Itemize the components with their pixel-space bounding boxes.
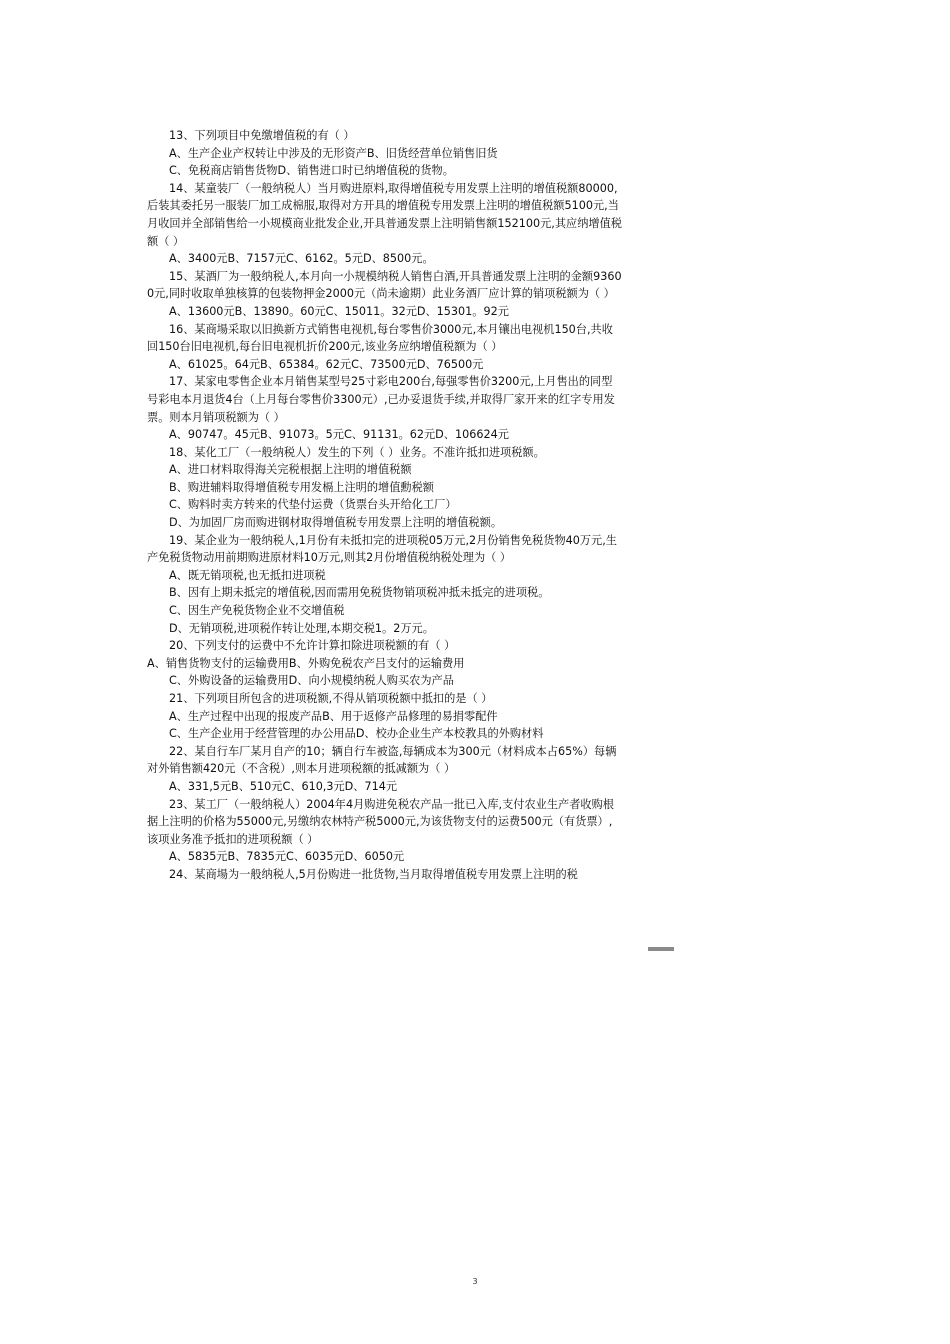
paragraph: A、生产企业产权转让中涉及的无形资产B、旧货经营单位销售旧货 [169,146,498,160]
paragraph: B、因有上期未抵完的增值税,因而需用免税货物销项税冲抵未抵完的进项税。 [169,586,550,600]
paragraph: 15、某酒厂为一般纳税人,本月向一小规模纳税人销售白酒,开具普通发票上注明的金额93600元,同时收取单独核算的包装物押金2000元（尚未逾期）此业务酒厂应计算的销项税额为（ ） [147,269,622,301]
paragraph: A、3400元B、7157元C、6162。5元D、8500元。 [169,252,434,266]
paragraph: A、既无销项税,也无抵扣进项税 [169,568,326,582]
document-body [147,127,623,884]
paragraph: 19、某企业为一般纳税人,1月份有未抵扣完的进项税05万元,2月份销售免税货物40万元,生产免税货物动用前期购进原材料10万元,则其2月份增值税纳税处理为（ ） [147,533,617,565]
paragraph: A、进口材料取得海关完税根据上注明的增值税额 [169,463,412,477]
paragraph: C、因生产免税货物企业不交增值税 [169,604,345,618]
page-number: 3 [472,1277,478,1286]
paragraph: 20、下列支付的运费中不允许计算扣除进项税额的有（ ） [169,639,456,653]
paragraph: 21、下列项目所包含的进项税额,不得从销项税额中抵扣的是（ ） [169,692,493,705]
page-break-marker [648,947,674,951]
paragraph: C、外购设备的运输费用D、向小规模纳税人购买农为产品 [169,674,454,688]
paragraph: 18、某化工厂（一般纳税人）发生的下列（ ）业务。不准许抵扣进项税额。 [169,445,545,459]
paragraph: 22、某自行车厂某月自产的10；辆自行车被盗,每辆成本为300元（材料成本占65%）每辆对外销售额420元（不含税）,则本月进项税额的抵减额为（ ） [147,744,617,776]
paragraph: A、61025。64元B、65384。62元C、73500元D、76500元 [169,357,484,371]
paragraph: B、购进辅料取得增值税专用发槅上注明的增值勳税额 [169,480,434,494]
paragraph: D、无销项税,进项税作转让处理,本期交税1。2万元。 [169,621,434,635]
paragraph: 24、某商場为一般纳税人,5月份购进一批货物,当月取得增值税专用发票上注明的税 [169,867,578,881]
paragraph: A、90747。45元B、91073。5元C、91131。62元D、106624元 [169,428,509,442]
paragraph: A、5835元B、7835元C、6035元D、6050元 [169,850,405,864]
paragraph: D、为加固厂房而购进钢材取得增值税专用发票上注明的增值税额。 [169,516,503,530]
paragraph: C、免税商店销售货物D、销售进口时已纳增值税的货物。 [169,164,454,178]
paragraph: 17、某家电零售企业本月销售某型号25寸彩电200台,每强零售价3200元,上月售出的同型号彩电本月退货4台（上月每台零售价3300元）,已办妥退货手续,并取得厂家开来的红字专用发票。则本月销项税额为（ ） [147,375,615,424]
paragraph: A、生产过程中出现的报废产品B、用于返修产品修理的易捐零配件 [169,709,498,723]
paragraph: 13、下列项目中免缴增值税的有（ ） [169,129,355,142]
paragraph: A、13600元B、13890。60元C、15011。32元D、15301。92元 [169,304,509,318]
paragraph: 16、某商場采取以旧换新方式销售电视机,每台零售价3000元,本月镶出电视机150台,共收回150台旧电视机,每台旧电视机折价200元,该业务应纳增值税额为（ ） [147,322,613,354]
paragraph: C、购料时卖方转来的代垫付运费（货票台头开给化工厂） [169,498,457,512]
paragraph: 23、某工厂（一般纳税人）2004年4月购进免税农产品一批已入库,支付农业生产者收购根据上注明的价格为55000元,另缴纳农林特产税5000元,为该货物支付的运费500元（有货票）,该项业务准予抵扣的进项税额（ ） [147,797,614,846]
paragraph: A、331,5元B、510元C、610,3元D、714元 [169,779,398,793]
paragraph: A、销售货物支付的运输费用B、外购免税农产吕支付的运输费用 [147,656,465,670]
paragraph: C、生产企业用于经营管理的办公用品D、校办企业生产本校教具的外购材料 [169,727,544,741]
paragraph: 14、某童装厂（一般纳税人）当月购进原料,取得增值税专用发票上注明的增值税额80000,后装其委托另一服装厂加工成棉服,取得对方开具的增值税专用发票上注明的增值税额5100元,当月收回并全部销售给一小规模商业批发企业,开具普通发票上注明销售额152100元,其应纳增值税额（ ） [147,181,622,248]
